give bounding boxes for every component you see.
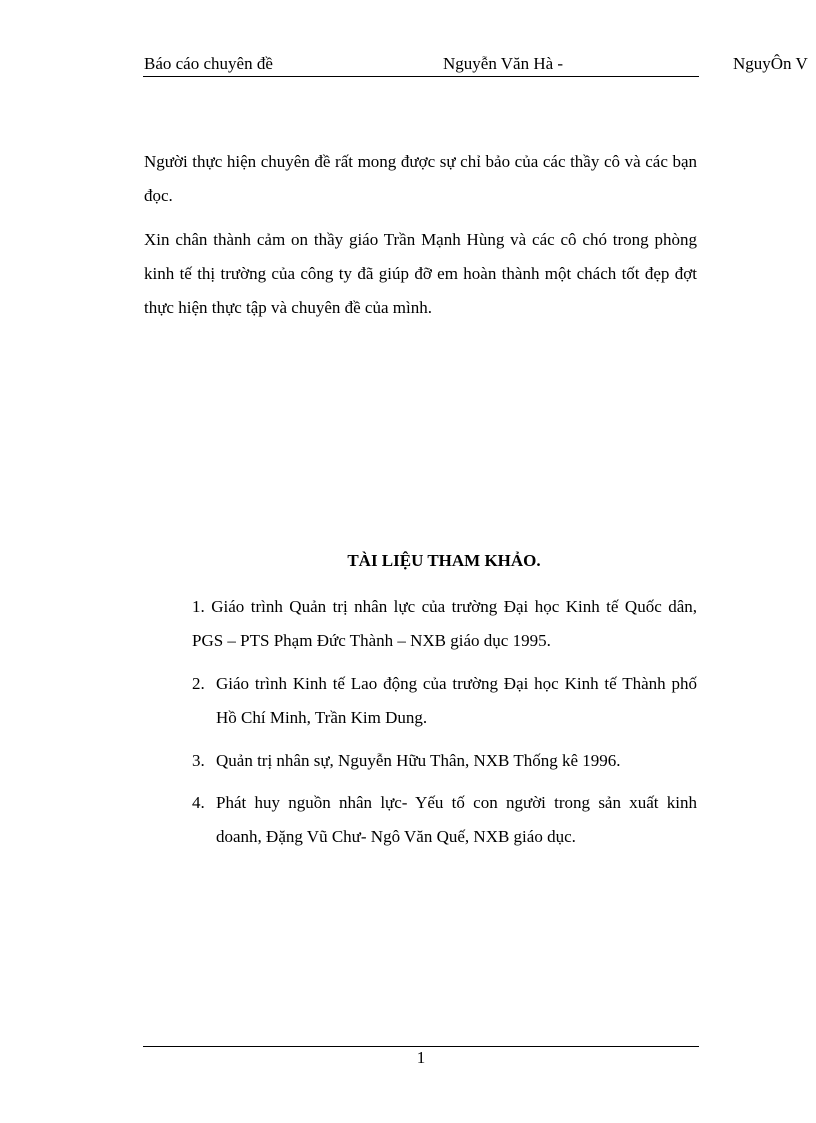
- reference-text: Giáo trình Quản trị nhân lực của trường Đại học Kinh tế Quốc dân, PGS – PTS Phạm Đức Thành – NXB giáo dục 1995.: [192, 597, 697, 650]
- reference-text: Giáo trình Kinh tế Lao động của trường Đại học Kinh tế Thành phố Hồ Chí Minh, Trần Kim Dung.: [216, 674, 697, 727]
- footer-divider: [143, 1046, 699, 1047]
- header-document-title: Báo cáo chuyên đề: [144, 54, 273, 73]
- reference-number: 1.: [192, 597, 205, 616]
- reference-number: 2.: [192, 674, 205, 693]
- page-number: 1: [416, 1048, 426, 1067]
- reference-text: Quản trị nhân sự, Nguyễn Hữu Thân, NXB Thống kê 1996.: [216, 751, 621, 770]
- header-overflow-text: NguyÔn V: [733, 54, 808, 73]
- paragraph-acknowledgement: Xin chân thành cảm on thầy giáo Trần Mạnh Hùng và các cô chó trong phòng kinh tế thị trường của công ty đã giúp đỡ em hoàn thành một chách tốt đẹp đợt thực hiện thực tập và chuyên đề của mình.: [144, 230, 697, 317]
- paragraph-request-feedback: Người thực hiện chuyên đề rất mong được sự chỉ bảo của các thầy cô và các bạn đọc.: [144, 152, 697, 205]
- reference-item-3: [192, 744, 697, 778]
- reference-text: Phát huy nguồn nhân lực- Yếu tố con người trong sản xuất kinh doanh, Đặng Vũ Chư- Ngô Văn Quế, NXB giáo dục.: [216, 793, 697, 846]
- reference-item-4: [192, 786, 697, 854]
- header-divider: [143, 76, 699, 77]
- reference-number: 4.: [192, 793, 205, 812]
- header-author: Nguyễn Văn Hà -: [443, 54, 564, 73]
- references-heading: TÀI LIỆU THAM KHẢO.: [347, 551, 541, 570]
- reference-item-2: [192, 667, 697, 735]
- reference-item-1: [192, 590, 697, 658]
- reference-number: 3.: [192, 751, 205, 770]
